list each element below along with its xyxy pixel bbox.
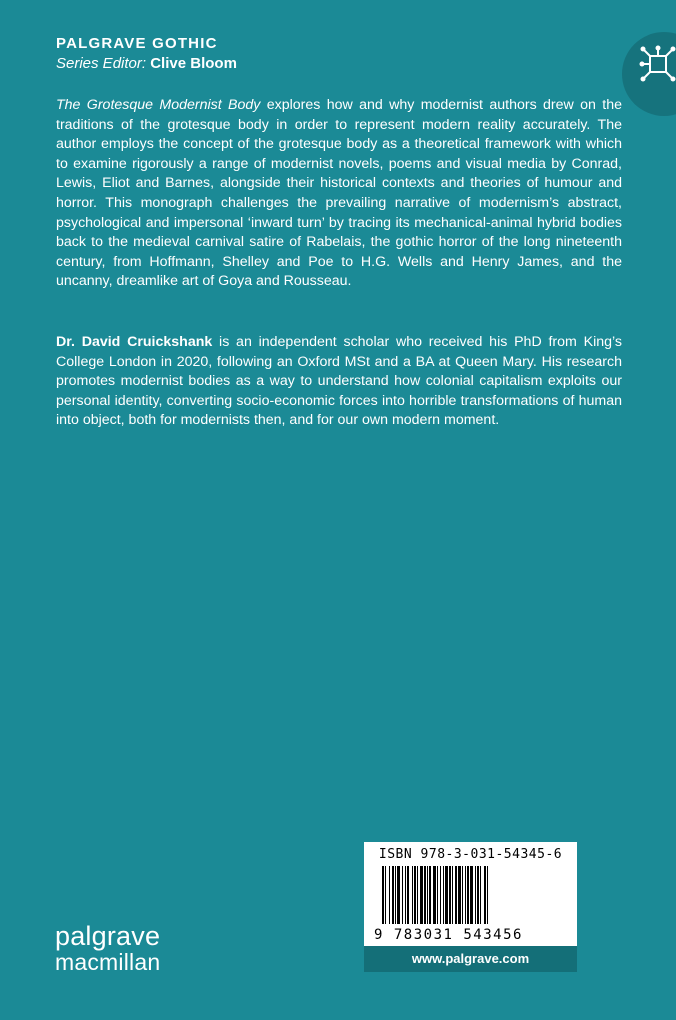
website-url[interactable]: www.palgrave.com bbox=[364, 946, 577, 972]
palgrave-macmillan-logo bbox=[55, 922, 160, 974]
logo-line-palgrave: palgrave bbox=[55, 921, 161, 951]
author-bio bbox=[56, 333, 622, 431]
series-info bbox=[56, 34, 237, 74]
barcode-bars bbox=[382, 866, 562, 924]
book-description-text: explores how and why modernist authors drew on the traditions of the grotesque body in order to represent modern reality accurately. The author employs the concept of the grotesque body as a theoretical framework with which to examine rigorously a range of modernist novels, poems and visual media by Conrad, Lewis, Eliot and Barnes, alongside their historical contexts and theories of humour and horror. This monograph challenges the prevailing narrative of modernism’s abstract, psychological and impersonal ‘inward turn’ by tracing its mechanical-animal hybrid bodies back to the medieval carnival satire of Rabelais, the gothic horror of the long nineteenth century, from Hoffmann, Shelley and Poe to H.G. Wells and Henry James, and the uncanny, dreamlike art of Goya and Rousseau. bbox=[56, 97, 622, 290]
series-editor bbox=[56, 54, 237, 74]
series-editor-name: Clive Bloom bbox=[150, 55, 237, 72]
isbn-barcode bbox=[364, 842, 577, 946]
author-name: Dr. David Cruickshank bbox=[56, 334, 213, 350]
logo-line-macmillan: macmillan bbox=[55, 949, 161, 975]
series-editor-label: Series Editor: bbox=[56, 55, 147, 72]
barcode-digits: 9 783031 543456 bbox=[374, 927, 523, 943]
series-name: PALGRAVE GOTHIC bbox=[56, 35, 218, 52]
palgrave-emblem-icon bbox=[622, 32, 676, 116]
isbn-text: ISBN 978-3-031-54345-6 bbox=[378, 847, 563, 862]
author-bio-text: is an independent scholar who received his PhD from King’s College London in 2020, following an Oxford MSt and a BA at Queen Mary. His research promotes modernist bodies as a way to understand how colonial capitalism exploits our personal identity, converting socio-economic forces into horrible transformations of human into object, both for modernists then, and for our own modern moment. bbox=[56, 334, 622, 429]
network-icon bbox=[638, 44, 676, 84]
book-title: The Grotesque Modernist Body bbox=[56, 97, 261, 113]
book-description bbox=[56, 96, 622, 292]
